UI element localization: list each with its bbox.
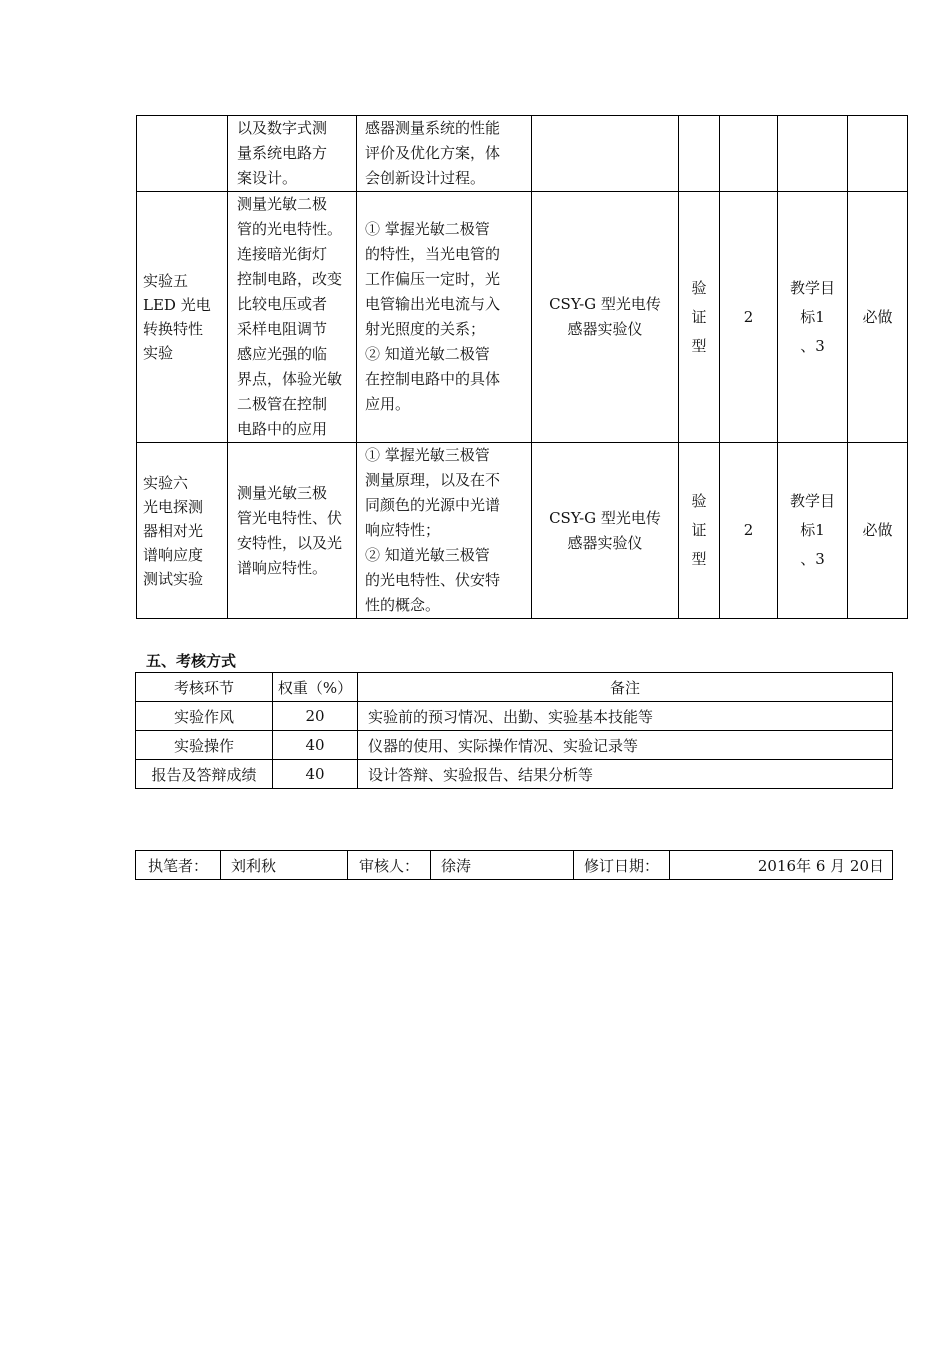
table-row — [137, 443, 908, 619]
table-row — [136, 731, 893, 760]
type-cell: 验 证 型 — [679, 443, 720, 619]
assessment-item-cell: 实验作风 — [136, 702, 273, 731]
hours-cell — [720, 116, 778, 192]
assessment-note-cell: 设计答辩、实验报告、结果分析等 — [358, 760, 893, 789]
experiment-content-cell: 测量光敏二极 管的光电特性。 连接暗光街灯 控制电路，改变 比较电压或者 采样电阻调节 感应光强的临 界点，体验光敏 二极管在控制 电路中的应用 — [228, 192, 357, 443]
reviewer-value: 徐涛 — [431, 851, 574, 880]
table-row — [136, 851, 893, 880]
objective-cell: 教学目 标1 、3 — [778, 192, 848, 443]
assessment-item-cell: 实验操作 — [136, 731, 273, 760]
section-title: 五、考核方式 — [146, 652, 237, 670]
table-header-row — [136, 673, 893, 702]
objective-cell: 教学目 标1 、3 — [778, 443, 848, 619]
header-cell: 权重（%） — [273, 673, 358, 702]
date-value: 2016年 6 月 20日 — [670, 851, 893, 880]
required-cell — [848, 116, 908, 192]
signature-table — [135, 850, 893, 880]
date-label: 修订日期： — [574, 851, 670, 880]
assessment-weight-cell: 40 — [273, 760, 358, 789]
header-cell: 考核环节 — [136, 673, 273, 702]
required-cell: 必做 — [848, 192, 908, 443]
equipment-cell: CSY-G 型光电传 感器实验仪 — [532, 192, 679, 443]
table-row — [136, 760, 893, 789]
type-cell: 验 证 型 — [679, 192, 720, 443]
experiment-content-cell: 测量光敏三极 管光电特性、伏 安特性，以及光 谱响应特性。 — [228, 443, 357, 619]
experiment-name-cell: 实验六 光电探测 器相对光 谱响应度 测试实验 — [137, 443, 228, 619]
assessment-note-cell: 实验前的预习情况、出勤、实验基本技能等 — [358, 702, 893, 731]
equipment-cell: CSY-G 型光电传 感器实验仪 — [532, 443, 679, 619]
experiment-name-cell — [137, 116, 228, 192]
objective-cell — [778, 116, 848, 192]
table-row — [137, 192, 908, 443]
assessment-note-cell: 仪器的使用、实际操作情况、实验记录等 — [358, 731, 893, 760]
equipment-cell — [532, 116, 679, 192]
hours-cell: 2 — [720, 192, 778, 443]
assessment-table — [135, 672, 893, 789]
experiment-goal-cell: ① 掌握光敏三极管 测量原理，以及在不 同颜色的光源中光谱 响应特性； ② 知道光敏三极管 的光电特性、伏安特 性的概念。 — [357, 443, 532, 619]
experiment-content-cell: 以及数字式测 量系统电路方 案设计。 — [228, 116, 357, 192]
experiment-goal-cell: ① 掌握光敏二极管 的特性，当光电管的 工作偏压一定时，光 电管输出光电流与入 射光照度的关系； ② 知道光敏二极管 在控制电路中的具体 应用。 — [357, 192, 532, 443]
type-cell — [679, 116, 720, 192]
assessment-weight-cell: 20 — [273, 702, 358, 731]
experiment-goal-cell: 感器测量系统的性能 评价及优化方案，体 会创新设计过程。 — [357, 116, 532, 192]
header-cell: 备注 — [358, 673, 893, 702]
assessment-weight-cell: 40 — [273, 731, 358, 760]
author-value: 刘利秋 — [221, 851, 348, 880]
experiment-name-cell: 实验五 LED 光电 转换特性 实验 — [137, 192, 228, 443]
hours-cell: 2 — [720, 443, 778, 619]
experiments-table — [136, 115, 908, 619]
required-cell: 必做 — [848, 443, 908, 619]
assessment-item-cell: 报告及答辩成绩 — [136, 760, 273, 789]
author-label: 执笔者： — [136, 851, 221, 880]
reviewer-label: 审核人： — [348, 851, 431, 880]
table-row — [137, 116, 908, 192]
table-row — [136, 702, 893, 731]
